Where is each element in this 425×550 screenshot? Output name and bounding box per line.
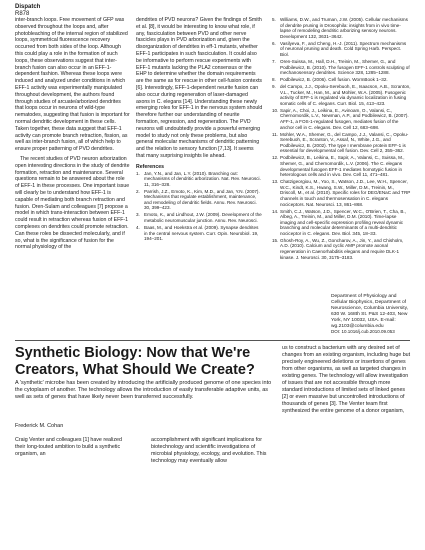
page-header xyxy=(15,4,40,18)
reference-item: 9. del Campo, J.J., Opoku-Serebuoh, E., Isaacson, A.B., Scranton, V.L., Tucker, M., Han, M., and Mohler, W.A. (2005). Fusogenic activity of EFF-1 is regulated via dynamic localization in fusing somatic cells of C. elegans. Curr. Biol. 15, 413–423. xyxy=(272,84,411,106)
article-title: Synthetic Biology: Now that We're Creators, What Should We Create? xyxy=(15,345,255,378)
paragraph: The recent studies of PVD neuron arborization open interesting directions in the study of dendrite formation, retraction and maintenance. Several questions remain to be answered about the role of EFF-1 in these processes. One important issue will clearly be to understand how EFF-1 is capable of mediating both branch retraction and fusion. Oren-Sulam and colleagues [7] propose a model in which trans-interaction between EFF-1 could result in retraction whereas fusion of EFF-1 complexes on dendrites could promote retraction. Can these roles be dissected molecularly, and if so, what is the significance of fusion for the normal physiology of the xyxy=(15,155,130,251)
reference-list xyxy=(136,171,263,242)
reference-item: 2. Parrish, J.Z., Emoto, K., Kim, M.D., and Jan, Y.N. (2007). Mechanisms that regulate establishment, maintenance, and remodeling of dendritic fields. Annu. Rev. Neurosci. 30, 399–423. xyxy=(136,188,260,211)
reference-item: 7. Oren-Suissa, M., Hall, D.H., Treinin, M., Shemer, G., and Podbilewicz, B. (2010). The fusogen EFF-1 controls sculpting of mechanosensory dendrites. Science 328, 1285–1288. xyxy=(272,58,410,76)
paragraph: inter-branch loops. Free movement of GFP was observed throughout the loops and, after photobleaching of the internal region of stabilized loops, symmetrical fluorescence recovery occurred from both sides of the loop. Although this could play a role in the formation of such loops, these observations suggest that inter-branch fusion can also occur in an EFF-1-dependent fashion. Whereas these loops were induced and analyzed under conditions in which EFF-1 activity was experimentally manipulated throughout development, the authors found through studies of arcuate/arborized dendrites that loops occur in neurons of wild-type nematodes, suggesting that fusion is important for normal dendritic development in these cells. Taken together, these data suggest that EFF-1 activity can promote branch retraction, fission, as well as inter-branch fusion, all of which help to ensure proper patterning of PVD dendrites. xyxy=(15,17,130,153)
column-1 xyxy=(15,17,130,254)
body-column-1 xyxy=(15,437,133,458)
reference-item: 4. Baas, M., and Hoekstra et al. (2009). Synapse dendrites in the central nervous system. Curr. Opin. Neurobiol. 19, 194–201. xyxy=(136,225,259,242)
page-number: R878 xyxy=(15,11,30,17)
author-affiliation: Department of Physiology and Cellular Biophysics, Department of Neuroscience, Columbia University, 630 W. 168th St. P&S 12-403, New York, NY 10032, USA. E-mail: wg.2103@columbia.edu xyxy=(331,294,409,329)
section-divider xyxy=(15,340,410,341)
paragraph: Craig Venter and colleagues [1] have realized their long-touted ambition to build a synthetic organism, an xyxy=(15,437,122,457)
reference-item: 15. Ghosh-Roy, A., Wu, Z., Goncharov, A., Jin, Y., and Chisholm, A.D. (2010). Calcium and cyclic AMP promote axonal regeneration in Caenorhabditis elegans and require DLK-1 kinase. J. Neurosci. 30, 3175–3183. xyxy=(272,237,404,260)
journal-section-label: Dispatch xyxy=(15,4,41,10)
column-3-references xyxy=(272,17,411,262)
article-abstract: A 'synthetic' microbe has been created by introducing the artificially produced genome of one species into the cytoplasm of another. The technology allows the introduction of easily transferable adaptive units, as well as sets of genes that have likely never been transferred successfully. xyxy=(15,380,272,400)
reference-item: 12. Podbilewicz, B., Leikina, E., Sapir, A., Valansi, C., Suissa, M., Shemer, G., and Chernomordik, L.V. (2006). The C. elegans developmental fusogen EFF-1 mediates homotypic fusion in heterologous cells and in vivo. Dev. Cell 11, 471–481. xyxy=(272,155,405,178)
body-column-3 xyxy=(282,345,412,415)
paragraph: accomplishment with significant implications for biotechnology and scientific investigations of microbial physiology, ecology, and evolution. This technology may eventually allow xyxy=(151,437,267,464)
reference-item: 14. Smith, C.J., Watson, J.D., Spencer, W.C., O'Brien, T., Cha, B., Albeg, A., Treinin, M., and Miller, D.M. (2010). Time-lapse imaging and cell-specific expression profiling reveal dynamic branching and molecular determinants of a multi-dendritic nociceptor in C. elegans. Dev. Biol. 345, 18–33. xyxy=(272,208,406,236)
reference-item: 10. Sapir, A., Choi, J., Leikina, E., Avinoam, O., Valansi, C., Chernomordik, L.V., Newman, A.P., and Podbilewicz, B. (2007). AFF-1, a FOS-1-regulated fusogen, mediates fusion of the anchor cell in C. elegans. Dev. Cell 12, 683–698. xyxy=(272,107,409,130)
paragraph: dendrites of PVD neurons? Given the findings of Smith et al. [8], it would be interesting to know what role, if any, fasciculation between PVD and other nerve fascicles plays in PVD arborization and, given the disorganization of dendrites in eff-1 mutants, whether EFF-1 participates in such fasciculation. It could also be informative to perform rescue experiments with EFF-1 mutants lacking the PLA2 consensus or the EHP to determine whether the domain requirements are the same as for rescue in other cell-fusion contexts [6]. Interestingly, EFF-1-dependent neurite fusion can also occur during regeneration of laser-damaged axons in C. elegans [14]. Understanding these newly emerging roles for EFF-1 in the nervous system should therefore further our understanding of neurite formation, regression, and regeneration. The PVD neurons will undoubtedly provide a powerful emerging model to study not only these problems, but also general molecular mechanisms of dendritic patterning and the relation to sensory function [7,13]. It seems that many surprising insights lie ahead. xyxy=(136,17,263,159)
reference-item: 5. Williams, D.W., and Truman, J.W. (2005). Cellular mechanisms of dendrite pruning in Drosophila: insights from in vivo time-lapse of remodeling dendritic arborizing sensory neurons. Development 132, 3631–3642. xyxy=(272,17,408,39)
reference-item: 11. Mohler, W.A., Shemer, G., del Campo, J.J., Valansi, C., Opoku-Serebuoh, E., Scranton, V., Assaf, N., White, J.G., and Podbilewicz, B. (2002). The type I membrane protein EFF-1 is essential for developmental cell fusion. Dev. Cell 2, 355–362. xyxy=(272,131,409,154)
doi: DOI: 10.1016/j.cub.2010.09.053 xyxy=(331,329,395,334)
reference-item: 1. Jan, Y.N., and Jan, L.Y. (2010). Branching out: mechanisms of dendritic arborization. Nat. Rev. Neurosci. 11, 316–328. xyxy=(136,170,261,187)
body-column-2 xyxy=(151,437,271,465)
references-heading: References xyxy=(136,163,164,170)
paragraph: us to construct a bacterium with any desired set of changes from an existing organism, including huge but precisely engineered deletions or insertions of genes from other organisms, as well as targeted changes in existing genes. The technology will allow investigation of issues that are not accessible through more standard introductions of limited sets of linked genes [2] or even massive but uncontrolled introductions of thousands of genes [3]. The Venter team first synthesized the entire genome of a donor organism, xyxy=(282,345,411,414)
reference-item: 6. Vasilyeva, F., and Cheng, H.-J. (2011). Spectrum mechanisms of neuronal pruning and death. Cold Spring Harb. Perspect. Biol. xyxy=(272,40,407,57)
column-2 xyxy=(136,17,263,243)
reference-item: 3. Emoto, K., and Lindhout, J.W. (2009). Development of the metabolic neuromuscular junction. Annu. Rev. Neurosci. xyxy=(136,212,262,224)
reference-item: 8. Podbilewicz, B. (2006). Cell fusion. WormBook 1–32. xyxy=(272,77,388,83)
reference-item: 13. Chatzigeorgiou, M., Yoo, S., Watson, J.D., Lee, W.H., Spencer, W.C., Kindt, K.S., Hwang, S.W., Miller, D.M., Treinin, M., Driscoll, M., et al. (2010). Specific roles for DEG/ENaC and TRP channels in touch and thermosensation in C. elegans nociceptors. Nat. Neurosci. 13, 861–868. xyxy=(272,179,411,207)
article-author: Frederick M. Cohan xyxy=(15,423,64,429)
